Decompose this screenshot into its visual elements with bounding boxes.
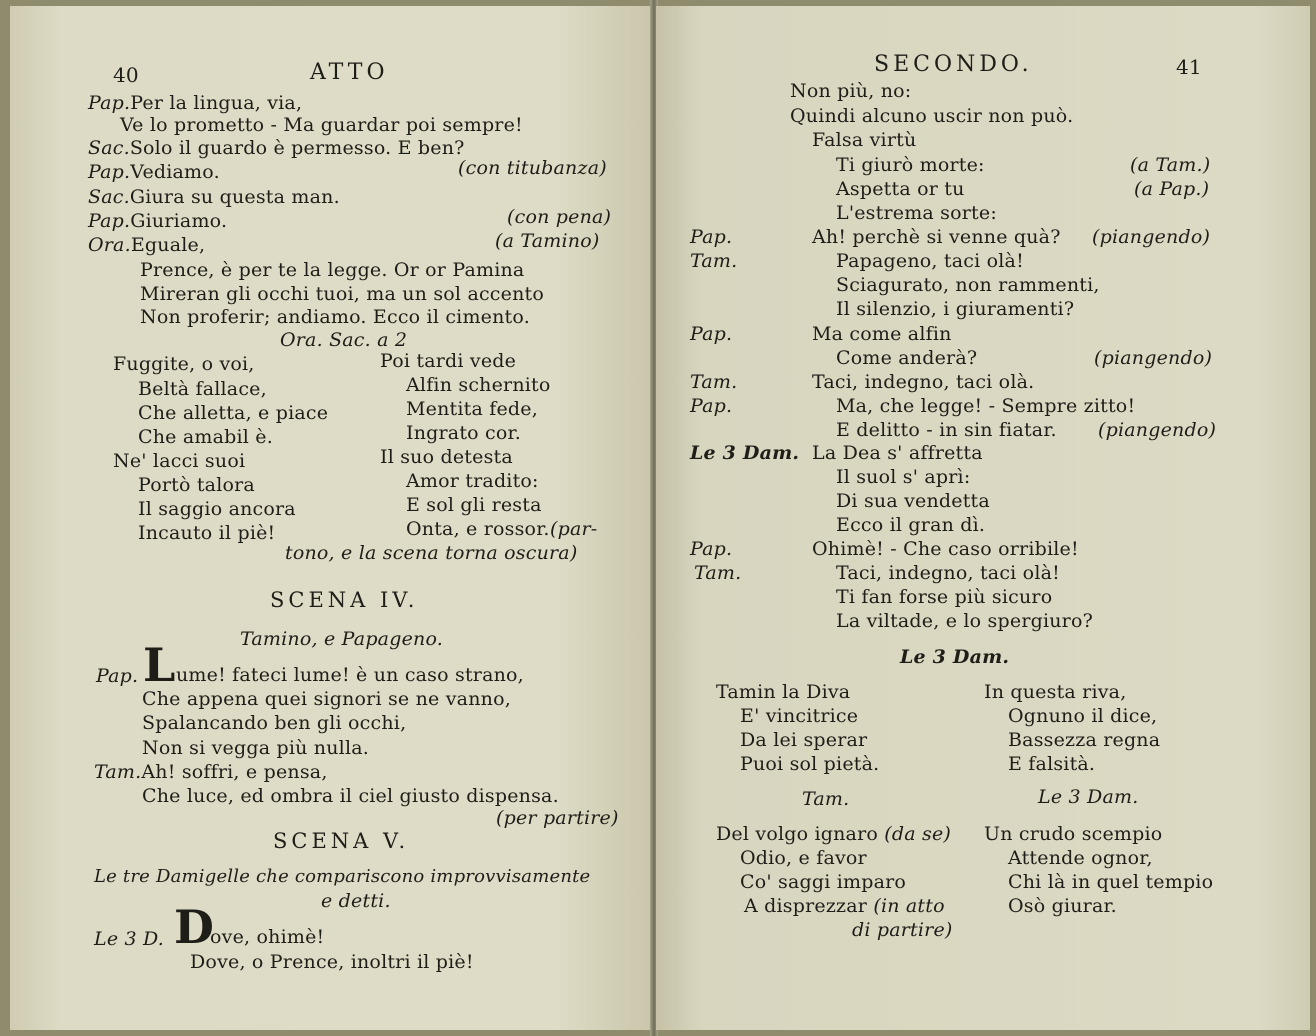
verse-line: Da lei sperar	[740, 729, 868, 751]
stage-direction: (per partire)	[496, 807, 619, 829]
dialogue-line: Non si vegga più nulla.	[142, 737, 369, 759]
dialogue-line: Ah! perchè si venne quà?	[812, 226, 1061, 248]
dialogue-line: Ora.Eguale,	[88, 234, 206, 256]
dialogue-line: Pap.Vediamo.	[88, 161, 220, 183]
dialogue-line: ove, ohimè!	[210, 926, 325, 948]
verse-line: E sol gli resta	[406, 494, 542, 516]
verse-line: Beltà fallace,	[138, 378, 267, 400]
verse-line: Poi tardi vede	[380, 350, 517, 372]
dialogue-line: Tam.Ah! soffri, e pensa,	[94, 761, 328, 783]
dialogue-line: La viltade, e lo spergiuro?	[836, 610, 1093, 632]
dialogue-line: Di sua vendetta	[836, 490, 990, 512]
dialogue-line: Sciagurato, non rammenti,	[836, 274, 1100, 296]
stage-direction: (piangendo)	[1094, 347, 1213, 369]
stage-direction: (a Tam.)	[1130, 154, 1211, 176]
verse-line: Ne' lacci suoi	[113, 450, 246, 472]
stage-direction: (con titubanza)	[458, 157, 607, 179]
verse-line: Un crudo scempio	[984, 823, 1163, 845]
dialogue-line: Aspetta or tu	[836, 178, 965, 200]
verse-line: Del volgo ignaro (da se)	[716, 823, 952, 845]
running-head: SECONDO.	[874, 52, 1033, 77]
speaker-label: Le 3 D.	[94, 928, 165, 950]
speaker-label: Le 3 Dam.	[690, 442, 800, 464]
speaker-label: Tam.	[690, 250, 738, 272]
verse-line: Ingrato cor.	[406, 422, 521, 444]
verse-line: Chi là in quel tempio	[1008, 871, 1214, 893]
dialogue-line: ume! fateci lume! è un caso strano,	[176, 664, 524, 686]
speaker-label: Pap.	[690, 538, 733, 560]
dialogue-line: Quindi alcuno uscir non può.	[790, 105, 1074, 127]
stage-direction: (a Pap.)	[1134, 178, 1210, 200]
dialogue-line: Pap.Giuriamo.	[88, 210, 228, 232]
dialogue-line: Papageno, taci olà!	[836, 250, 1024, 272]
stage-direction: (par-	[550, 518, 598, 540]
dialogue-line: Falsa virtù	[812, 129, 917, 151]
verse-line: Co' saggi imparo	[740, 871, 907, 893]
dialogue-line: Taci, indegno, taci olà!	[836, 562, 1060, 584]
verse-line: Bassezza regna	[1008, 729, 1161, 751]
verse-line: Tamin la Diva	[716, 681, 851, 703]
running-head: ATTO	[310, 60, 389, 85]
dialogue-line: L'estrema sorte:	[836, 202, 997, 224]
verse-line: Attende ognor,	[1008, 847, 1153, 869]
dialogue-line: Ma come alfin	[812, 323, 952, 345]
verse-line: Mentita fede,	[406, 398, 538, 420]
verse-line: Alfin schernito	[406, 374, 551, 396]
dialogue-line: Ecco il gran dì.	[836, 514, 986, 536]
dialogue-line: Spalancando ben gli occhi,	[142, 712, 407, 734]
dialogue-line: Ti giurò morte:	[836, 154, 985, 176]
verse-line: Fuggite, o voi,	[113, 353, 255, 375]
speaker-heading: Le 3 Dam.	[1038, 786, 1139, 808]
dialogue-line: Il silenzio, i giuramenti?	[836, 298, 1075, 320]
dialogue-line: Ve lo prometto - Ma guardar poi sempre!	[120, 114, 523, 136]
verse-line: Amor tradito:	[406, 470, 539, 492]
speaker-label: Pap.	[96, 665, 139, 687]
drop-cap: D	[174, 900, 214, 954]
verse-line: Portò talora	[138, 474, 255, 496]
verse-line: Che alletta, e piace	[138, 402, 329, 424]
dialogue-line: E delitto - in sin fiatar.	[836, 419, 1057, 441]
speaker-label: Pap.	[690, 395, 733, 417]
dialogue-line: Come anderà?	[836, 347, 978, 369]
stage-direction: tono, e la scena torna oscura)	[285, 542, 578, 564]
dialogue-line: Il suol s' aprì:	[836, 466, 971, 488]
dialogue-line: Sac.Solo il guardo è permesso. E ben?	[88, 137, 465, 159]
dialogue-line: Ma, che legge! - Sempre zitto!	[836, 395, 1136, 417]
verse-line: E falsità.	[1008, 753, 1096, 775]
dialogue-line: Pap.Per la lingua, via,	[88, 92, 303, 114]
scene-characters: Tamino, e Papageno.	[240, 628, 443, 650]
dialogue-line: La Dea s' affretta	[812, 442, 983, 464]
page-number: 41	[1176, 55, 1202, 79]
speaker-label: Tam.	[694, 562, 742, 584]
scene-title: SCENA V.	[273, 829, 410, 853]
duet-heading: Ora. Sac. a 2	[280, 329, 408, 351]
verse-line: Osò giurar.	[1008, 895, 1117, 917]
speaker-heading: Le 3 Dam.	[900, 646, 1010, 668]
verse-line: Ognuno il dice,	[1008, 705, 1158, 727]
dialogue-line: Dove, o Prence, inoltri il piè!	[190, 951, 474, 973]
speaker-label: Tam.	[690, 371, 738, 393]
dialogue-line: Ti fan forse più sicuro	[836, 586, 1053, 608]
dialogue-line: Che appena quei signori se ne vanno,	[142, 688, 511, 710]
verse-line: Odio, e favor	[740, 847, 867, 869]
dialogue-line: Mireran gli occhi tuoi, ma un sol accento	[140, 283, 545, 305]
dialogue-line: Sac.Giura su questa man.	[88, 186, 340, 208]
stage-direction: (piangendo)	[1092, 226, 1211, 248]
dialogue-line: Che luce, ed ombra il ciel giusto dispensa.	[142, 785, 559, 807]
scene-description: e detti.	[321, 890, 391, 912]
dialogue-line: Taci, indegno, taci olà.	[812, 371, 1035, 393]
stage-direction: (a Tamino)	[495, 230, 600, 252]
dialogue-line: Prence, è per te la legge. Or or Pamina	[140, 259, 525, 281]
verse-line: Che amabil è.	[138, 426, 273, 448]
speaker-heading: Tam.	[802, 788, 850, 810]
verse-line: Il suo detesta	[380, 446, 513, 468]
verse-line: Puoi sol pietà.	[740, 753, 880, 775]
verse-line: Incauto il piè!	[138, 522, 276, 544]
verse-line: In questa riva,	[984, 681, 1127, 703]
page-number: 40	[113, 63, 139, 87]
scene-title: SCENA IV.	[270, 588, 419, 612]
right-page	[656, 6, 1310, 1030]
speaker-label: Pap.	[690, 323, 733, 345]
stage-direction: di partire)	[852, 919, 953, 941]
dialogue-line: Non proferir; andiamo. Ecco il cimento.	[140, 306, 530, 328]
verse-line: A disprezzar (in atto	[744, 895, 945, 917]
stage-direction: (con pena)	[507, 206, 612, 228]
drop-cap: L	[143, 638, 176, 692]
dialogue-line: Ohimè! - Che caso orribile!	[812, 538, 1079, 560]
verse-line: Il saggio ancora	[138, 498, 296, 520]
stage-direction: (piangendo)	[1098, 419, 1217, 441]
scene-description: Le tre Damigelle che compariscono improvvisamente	[94, 866, 591, 887]
dialogue-line: Non più, no:	[790, 80, 912, 102]
verse-line: E' vincitrice	[740, 705, 859, 727]
verse-line: Onta, e rossor.	[406, 518, 550, 540]
speaker-label: Pap.	[690, 226, 733, 248]
left-page	[10, 6, 652, 1030]
